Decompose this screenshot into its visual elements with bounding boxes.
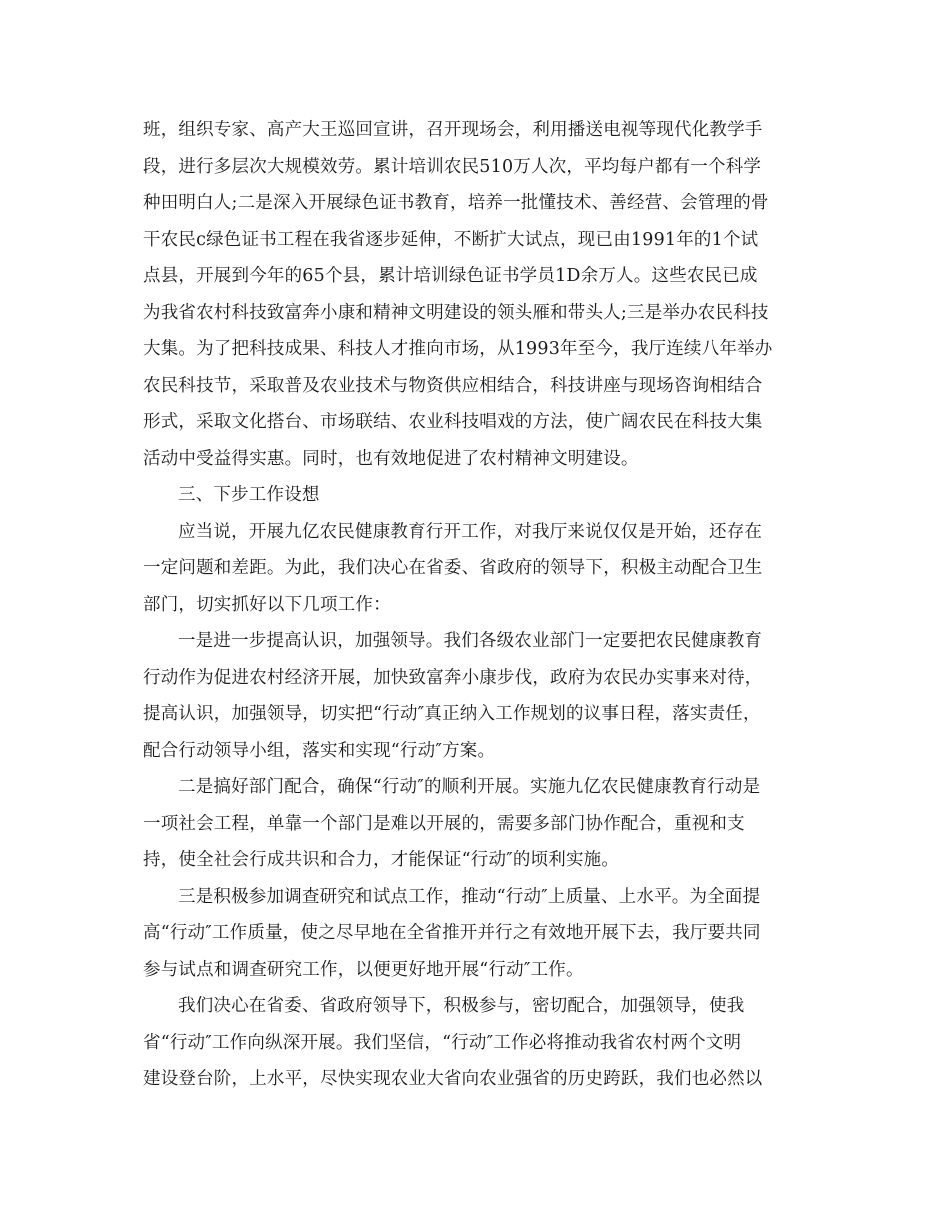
text-line: 三是积极参加调查研究和试点工作，推动“行动″上质量、上水平。为全面提	[178, 886, 761, 907]
text-line: 段，进行多层次大规模效劳。累计培训农民510万人次，平均每户都有一个科学	[143, 156, 762, 177]
paragraph-continued	[143, 112, 815, 477]
paragraph	[143, 514, 815, 624]
text-line: 行动作为促进农村经济开展，加快致富奔小康步伐，政府为农民办实事来对待，	[143, 667, 763, 688]
heading-text: 三、下步工作设想	[178, 485, 320, 505]
text-line: 一项社会工程，单靠一个部门是难以开展的，需要多部门协作配合，重视和支	[143, 813, 745, 834]
document-body	[143, 112, 815, 1098]
text-line: 活动中受益得实惠。同时，也有效地促进了农村精神文明建设。	[143, 448, 639, 469]
text-line: 干农民c绿色证书工程在我省逐步延伸，不断扩大试点，现已由1991年的1个试	[143, 229, 759, 250]
text-line: 农民科技节，采取普及农业技术与物资供应相结合，科技讲座与现场咨询相结合	[143, 375, 763, 396]
text-line: 持，使全社会行成共识和合力，才能保证“行动″的顷利实施。	[143, 850, 620, 870]
text-line: 提高认识，加强领导，切实把“行动″真正纳入工作规划的议事日程，落实责任，	[143, 704, 761, 724]
text-line: 我们决心在省委、省政府领导下，积极参与，密切配合，加强领导，使我	[178, 996, 745, 1016]
text-line: 配合行动领导小组，落实和实现“行动″方案。	[143, 740, 496, 761]
text-line: 一是进一步提高认识，加强领导。我们各级农业部门一定要把农民健康教育	[178, 631, 763, 651]
text-line: 部门，切实抓好以下几项工作：	[143, 594, 391, 615]
text-line: 点县，开展到今年的65个县，累计培训绿色证书学员1D余万人。这些农民已成	[143, 266, 758, 286]
section-heading	[143, 477, 815, 514]
text-line: 一定问题和差距。为此，我们决心在省委、省政府的领导下，积极主动配合卫生	[143, 558, 763, 578]
paragraph	[143, 769, 815, 879]
text-line: 建设登台阶，上水平，尽快实现农业大省向农业强省的历史跨跃，我们也必然以	[143, 1069, 763, 1089]
paragraph	[143, 879, 815, 989]
text-line: 参与试点和调查研究工作，以便更好地开展“行动″工作。	[143, 959, 584, 980]
text-line: 形式，采取文化搭台、市场联结、农业科技唱戏的方法，使广阔农民在科技大集	[143, 412, 763, 432]
paragraph	[143, 623, 815, 769]
text-line: 高“行动″工作质量，使之尽早地在全省推开并行之有效地开展下去，我厅要共同	[143, 923, 761, 943]
text-line: 省“行动″工作向纵深开展。我们坚信，“行动″工作必将推动我省农村两个文明	[143, 1032, 742, 1053]
text-line: 种田明白人;二是深入开展绿色证书教育，培养一批懂技术、善经营、会管理的骨	[143, 193, 769, 213]
text-line: 应当说，开展九亿农民健康教育行开工作，对我厅来说仅仅是开始，还存在	[178, 521, 763, 542]
text-line: 为我省农村科技致富奔小康和精神文明建设的领头雁和带头人;三是举办农民科技	[143, 302, 769, 323]
text-line: 二是搞好部门配合，确保“行动″的顺利开展。实施九亿农民健康教育行动是	[178, 777, 761, 797]
paragraph	[143, 988, 815, 1098]
text-line: 班，组织专家、高产大王巡回宣讲，召开现场会，利用播送电视等现代化教学手	[143, 120, 763, 140]
text-line: 大集。为了把科技成果、科技人才推向市场，从1993年至今，我厅连续八年举办	[143, 339, 773, 359]
